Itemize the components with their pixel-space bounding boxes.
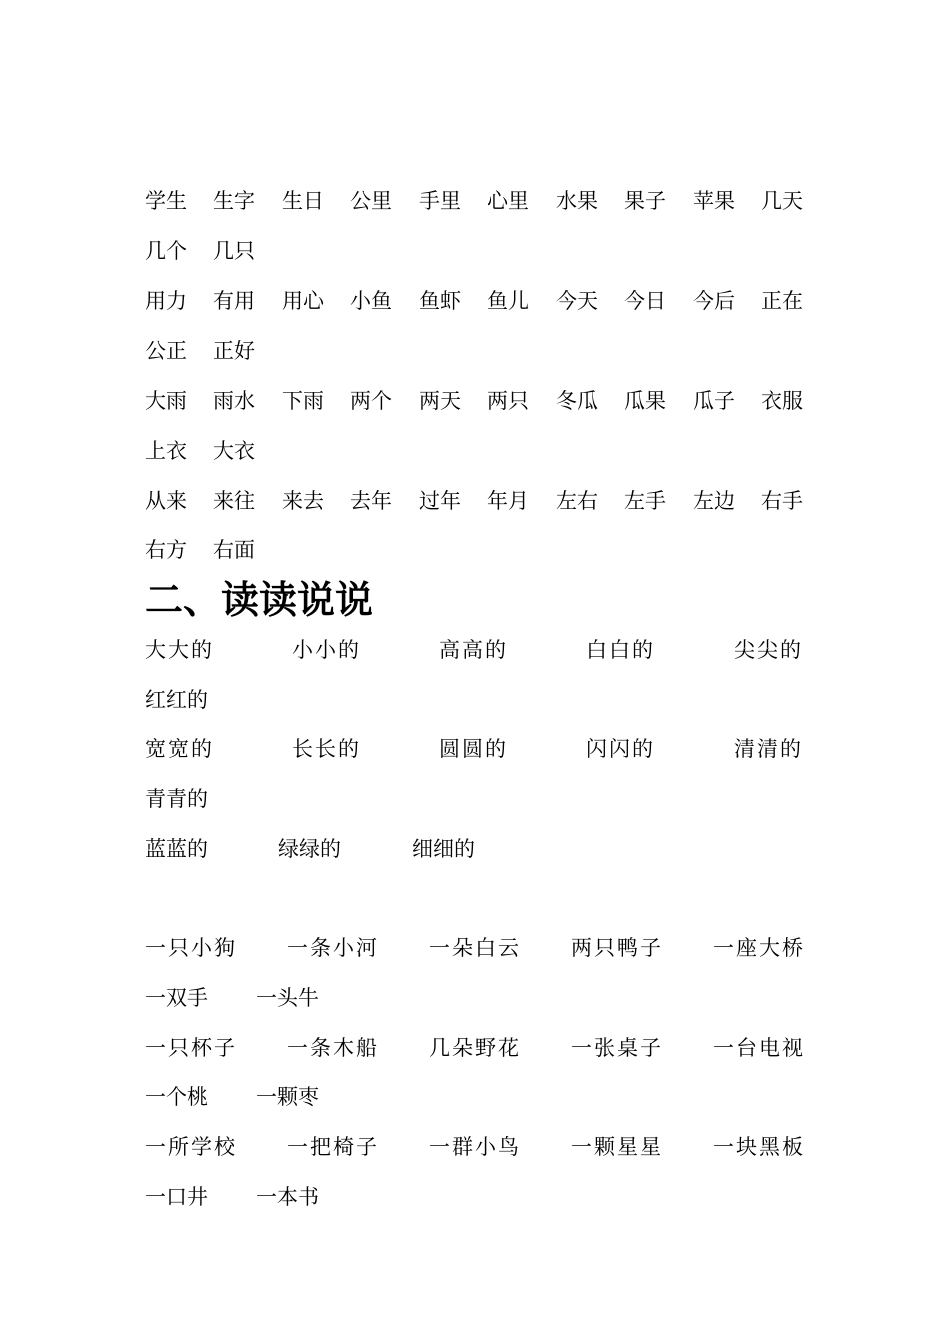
word: 手里 <box>419 189 461 213</box>
phrase: 绿绿的 <box>278 837 341 861</box>
word: 水果 <box>556 189 598 213</box>
phrase: 白白的 <box>586 638 655 662</box>
word: 鱼虾 <box>419 289 461 313</box>
word: 来去 <box>282 489 324 513</box>
word: 公正 <box>145 339 187 363</box>
word: 鱼儿 <box>487 289 529 313</box>
phrase-row <box>145 1122 810 1172</box>
phrase: 一只杯子 <box>145 1036 237 1060</box>
phrase: 小小的 <box>292 638 361 662</box>
phrase: 一颗枣 <box>256 1085 319 1109</box>
word: 几天 <box>761 189 803 213</box>
word: 用心 <box>282 289 324 313</box>
phrase: 蓝蓝的 <box>145 837 208 861</box>
word-row <box>145 276 810 326</box>
word: 苹果 <box>693 189 735 213</box>
word: 大雨 <box>145 389 187 413</box>
phrase-row <box>145 724 810 774</box>
word: 用力 <box>145 289 187 313</box>
word: 今后 <box>693 289 735 313</box>
word: 下雨 <box>282 389 324 413</box>
phrase: 一本书 <box>256 1185 319 1209</box>
phrase: 长长的 <box>292 737 361 761</box>
word: 正好 <box>213 339 255 363</box>
word: 左右 <box>556 489 598 513</box>
word-row <box>145 176 810 226</box>
word-row <box>145 226 810 276</box>
phrase: 一双手 <box>145 986 208 1010</box>
phrase: 一台电视 <box>713 1036 805 1060</box>
phrase: 一条木船 <box>287 1036 379 1060</box>
phrase-row <box>145 973 810 1023</box>
phrase: 圆圆的 <box>439 737 508 761</box>
word-row <box>145 326 810 376</box>
word: 几只 <box>213 239 255 263</box>
word-row <box>145 426 810 476</box>
phrase: 一颗星星 <box>571 1135 663 1159</box>
phrase: 一朵白云 <box>429 936 521 960</box>
word: 几个 <box>145 239 187 263</box>
word-row <box>145 476 810 526</box>
word: 今日 <box>624 289 666 313</box>
phrase-row <box>145 824 810 874</box>
phrase-row <box>145 923 810 973</box>
phrase: 红红的 <box>145 688 208 712</box>
section-heading: 二、读读说说 <box>145 578 374 622</box>
phrase: 高高的 <box>439 638 508 662</box>
phrase-row <box>145 774 810 824</box>
phrase: 一把椅子 <box>287 1135 379 1159</box>
phrase: 一座大桥 <box>713 936 805 960</box>
phrase: 闪闪的 <box>586 737 655 761</box>
word: 来往 <box>213 489 255 513</box>
word: 左边 <box>693 489 735 513</box>
phrase: 一个桃 <box>145 1085 208 1109</box>
phrase: 一群小鸟 <box>429 1135 521 1159</box>
word: 右手 <box>761 489 803 513</box>
word: 心里 <box>487 189 529 213</box>
phrase: 一头牛 <box>256 986 319 1010</box>
word: 有用 <box>213 289 255 313</box>
word: 雨水 <box>213 389 255 413</box>
word: 公里 <box>350 189 392 213</box>
phrase: 一口井 <box>145 1185 208 1209</box>
word: 右面 <box>213 538 255 562</box>
phrase: 尖尖的 <box>734 638 803 662</box>
word: 今天 <box>556 289 598 313</box>
phrase: 一所学校 <box>145 1135 237 1159</box>
word: 两只 <box>487 389 529 413</box>
phrase: 一块黑板 <box>713 1135 805 1159</box>
word: 上衣 <box>145 439 187 463</box>
word: 正在 <box>761 289 803 313</box>
phrase: 大大的 <box>145 638 214 662</box>
word: 生字 <box>213 189 255 213</box>
phrase: 清清的 <box>734 737 803 761</box>
word: 左手 <box>624 489 666 513</box>
phrase: 宽宽的 <box>145 737 214 761</box>
word: 从来 <box>145 489 187 513</box>
word: 大衣 <box>213 439 255 463</box>
word: 生日 <box>282 189 324 213</box>
word: 两天 <box>419 389 461 413</box>
word-row <box>145 525 810 575</box>
word: 过年 <box>419 489 461 513</box>
phrase-row <box>145 625 810 675</box>
word: 衣服 <box>761 389 803 413</box>
word-row <box>145 376 810 426</box>
word: 年月 <box>487 489 529 513</box>
word: 去年 <box>350 489 392 513</box>
phrase: 一只小狗 <box>145 936 237 960</box>
phrase: 青青的 <box>145 787 208 811</box>
phrase-row <box>145 675 810 725</box>
phrase-row <box>145 1072 810 1122</box>
phrase-row <box>145 1023 810 1073</box>
word: 果子 <box>624 189 666 213</box>
word: 小鱼 <box>350 289 392 313</box>
word: 两个 <box>350 389 392 413</box>
word: 瓜子 <box>693 389 735 413</box>
word: 右方 <box>145 538 187 562</box>
phrase: 细细的 <box>412 837 475 861</box>
word: 冬瓜 <box>556 389 598 413</box>
phrase: 两只鸭子 <box>571 936 663 960</box>
phrase: 几朵野花 <box>429 1036 521 1060</box>
phrase: 一张桌子 <box>571 1036 663 1060</box>
phrase-row <box>145 1172 810 1222</box>
word: 瓜果 <box>624 389 666 413</box>
word: 学生 <box>145 189 187 213</box>
phrase: 一条小河 <box>287 936 379 960</box>
